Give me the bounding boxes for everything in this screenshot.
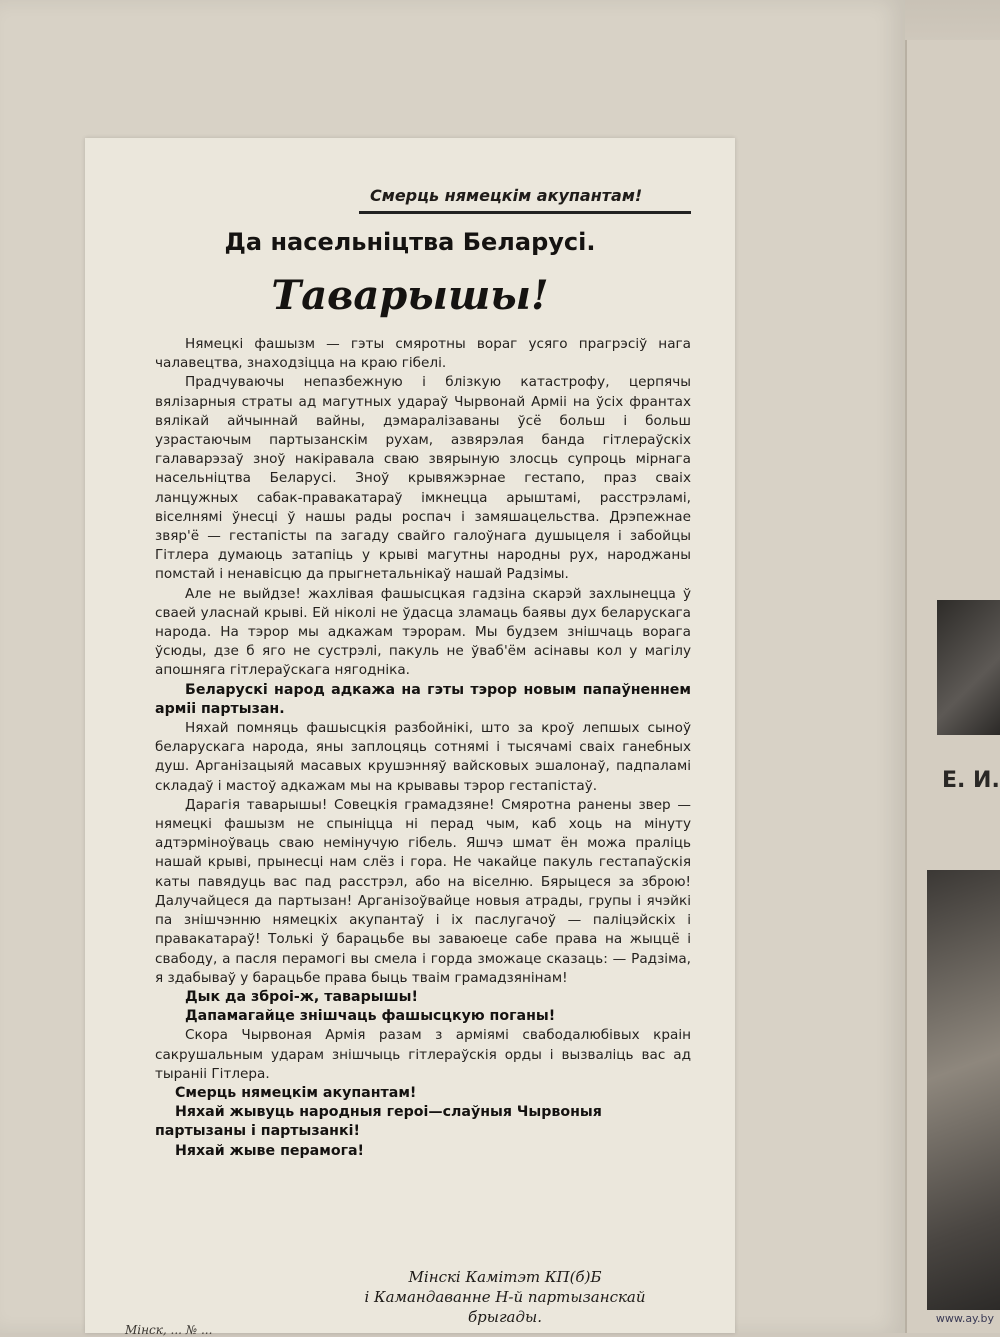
paragraph: Нямецкі фашызм — гэты смяротны вораг усяго прагрэсіў нага чалавецтва, знаходзіцца на краю гібелі.	[155, 336, 691, 372]
slogan: Няхай жыве перамога!	[175, 1142, 365, 1159]
paragraph: Дарагія таварышы! Совецкія грамадзяне! Смяротна ранены звер — нямецкі фашызм не спыніцца ні перад чым, каб хоць на мінуту адтэрміноўваць сваю немінучую гібель. Яшчэ шмат ён можа праліць нашай крыві, прынесці нам слёз і гора. Не чакайце пакуль гестапаўскія каты павядуць вас пад расстрэл, або на віселню. Бярыцеся за зброю! Далучайцеся да партызан! Арганізоўвайце новыя атрады, групы і ячэйкі па знішчэнню нямецкіх акупантаў і іх паслугачоў — паліцэйскіх і правакатараў! Толькі ў барацьбе вы заваюеце сабе права на жыццё і свабоду, а пасля перамогі вы смела і горда зможаце сказаць: — Радзіма, я здабываў у барацьбе права быць тваім грамадзянінам!	[155, 796, 691, 986]
signature-block	[305, 1267, 705, 1327]
leaflet	[85, 138, 735, 1337]
footer-fragment: Мінск, ... № ...	[125, 1323, 213, 1337]
leaflet-salutation: Таварышы!	[271, 272, 549, 319]
photo-portrait	[937, 600, 1000, 735]
paragraph: Скора Чырвоная Армія разам з арміямі свабодалюбівых краін сакрушальным ударам знішчыць гітлераўскія орды і вызваліць вас ад тыраніі Гітлера.	[155, 1027, 691, 1082]
slogan: Няхай жывуць народныя героі—слаўныя Чырвоныя партызаны і партызанкі!	[155, 1104, 602, 1140]
paragraph: Няхай помняць фашысцкія разбойнікі, што за кроў лепшых сыноў беларускага народа, яны заплоцяць сотнямі і тысячамі сваіх ганебных душ. Арганізацыяй масавых крушэнняў вайсковых эшалонаў, падпаламі складаў і мастоў адкажам мы на крывавы тэрор гестапістаў.	[155, 720, 691, 794]
paragraph-bold: Беларускі народ адкажа на гэты тэрор новым папаўненнем арміі партызан.	[155, 681, 691, 717]
photo-caption: Е. И.	[942, 768, 1000, 793]
signature-line: Мінскі Камітэт КП(б)Б	[408, 1268, 602, 1286]
facing-page	[905, 40, 1000, 1333]
photo-lower	[927, 870, 1000, 1310]
slogan: Смерць нямецкім акупантам!	[175, 1084, 417, 1101]
paragraph: Але не выйдзе! жахлівая фашысцкая гадзіна скарэй захлынецца ў сваей уласнай крыві. Ей ніколі не ўдасца зламаць баявы дух беларускага народа. На тэрор мы адкажам тэрорам. Мы будзем знішчаць ворага ўсюды, дзе б яго не сустрэлі, пакуль не ўваб'ём асінавы кол у магілу апошняга гітлераўскага нягодніка.	[155, 585, 691, 679]
motto-underline	[359, 211, 691, 214]
signature-line: брыгады.	[468, 1308, 542, 1326]
leaflet-title: Да насельніцтва Беларусі.	[224, 228, 596, 256]
leaflet-body	[155, 335, 691, 1161]
leaflet-motto: Смерць нямецкім акупантам!	[370, 186, 643, 205]
watermark: www.ay.by	[935, 1312, 994, 1325]
slogan: Дык да зброі-ж, таварышы!	[185, 988, 418, 1005]
signature-line: і Камандаванне Н-й партызанскай	[364, 1288, 646, 1306]
slogan: Дапамагайце знішчаць фашысцкую поганы!	[185, 1008, 556, 1025]
paragraph: Прадчуваючы непазбежную і блізкую катастрофу, церпячы вялізарныя страты ад магутных удараў Чырвонай Арміі на ўсіх франтах вялікай айчыннай вайны, дэмаралізаваны ўсё больш і больш узрастаючым партызанскім рухам, азвярэлая банда гітлераўскіх галаварэзаў зноў накіравала сваю звярыную злосць супроць мірнага насельніцтва Беларусі. Зноў крывяжэрнае гестапо, праз сваіх ланцужных сабак-правакатараў імкнецца арыштамі, расстрэламі, віселнямі ўнесці ў нашы рады роспач і замяшацельства. Дрэпежнае звяр'ё — гестапісты па загаду свайго галоўнага душыцеля і забойцы Гітлера думаюць затапіць у крыві магутны народны рух, народжаны помстай і ненавісцю да прыгнетальнікаў нашай Радзімы.	[155, 374, 691, 583]
